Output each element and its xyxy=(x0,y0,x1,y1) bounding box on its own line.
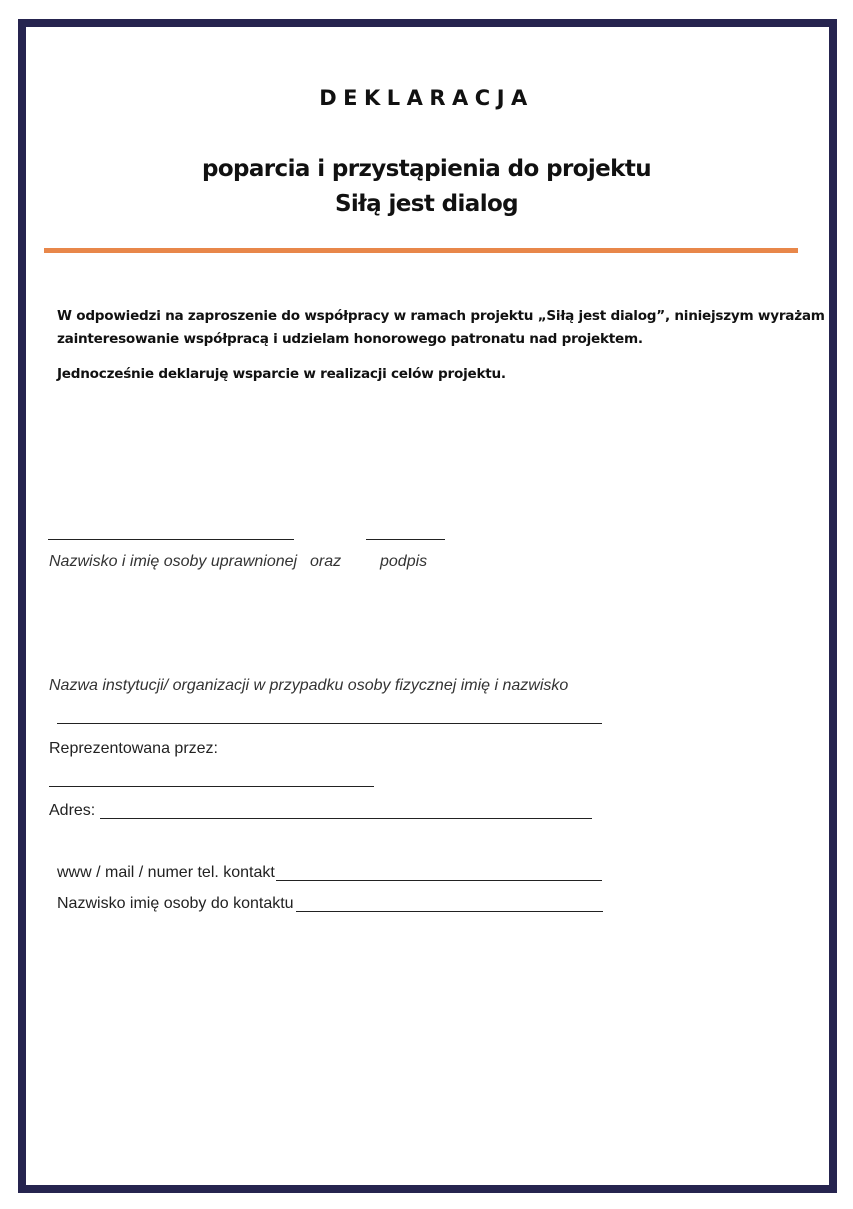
signature-line[interactable] xyxy=(366,539,445,540)
institution-label: Nazwa instytucji/ organizacji w przypadku osoby fizycznej imię i nazwisko xyxy=(49,677,569,694)
contact-line[interactable] xyxy=(276,880,602,881)
institution-line[interactable] xyxy=(57,723,602,724)
body-paragraph1-line1: W odpowiedzi na zaproszenie do współpracy w ramach projektu „Siłą jest dialog”, niniejszym wyrażam xyxy=(57,308,825,324)
address-line[interactable] xyxy=(100,818,592,819)
document-subtitle-line1: poparcia i przystąpienia do projektu xyxy=(201,156,652,182)
contact-person-label: Nazwisko imię osoby do kontaktu xyxy=(57,895,294,912)
address-label: Adres: xyxy=(49,802,96,819)
name-signature-line[interactable] xyxy=(48,539,294,540)
body-paragraph1-line2: zainteresowanie współpracą i udzielam honorowego patronatu nad projektem. xyxy=(57,331,643,347)
signature-label: podpis xyxy=(380,553,428,570)
contact-person-line[interactable] xyxy=(296,911,603,912)
body-paragraph2: Jednocześnie deklaruję wsparcie w realizacji celów projektu. xyxy=(57,366,506,382)
document-title: DEKLARACJA xyxy=(319,86,534,110)
represented-line[interactable] xyxy=(49,786,374,787)
and-label: oraz xyxy=(310,553,342,570)
represented-label: Reprezentowana przez: xyxy=(49,740,218,757)
contact-label: www / mail / numer tel. kontakt xyxy=(57,864,275,881)
accent-divider xyxy=(44,248,798,253)
name-label: Nazwisko i imię osoby uprawnionej xyxy=(49,553,298,570)
document-subtitle-line2: Siłą jest dialog xyxy=(334,191,519,217)
